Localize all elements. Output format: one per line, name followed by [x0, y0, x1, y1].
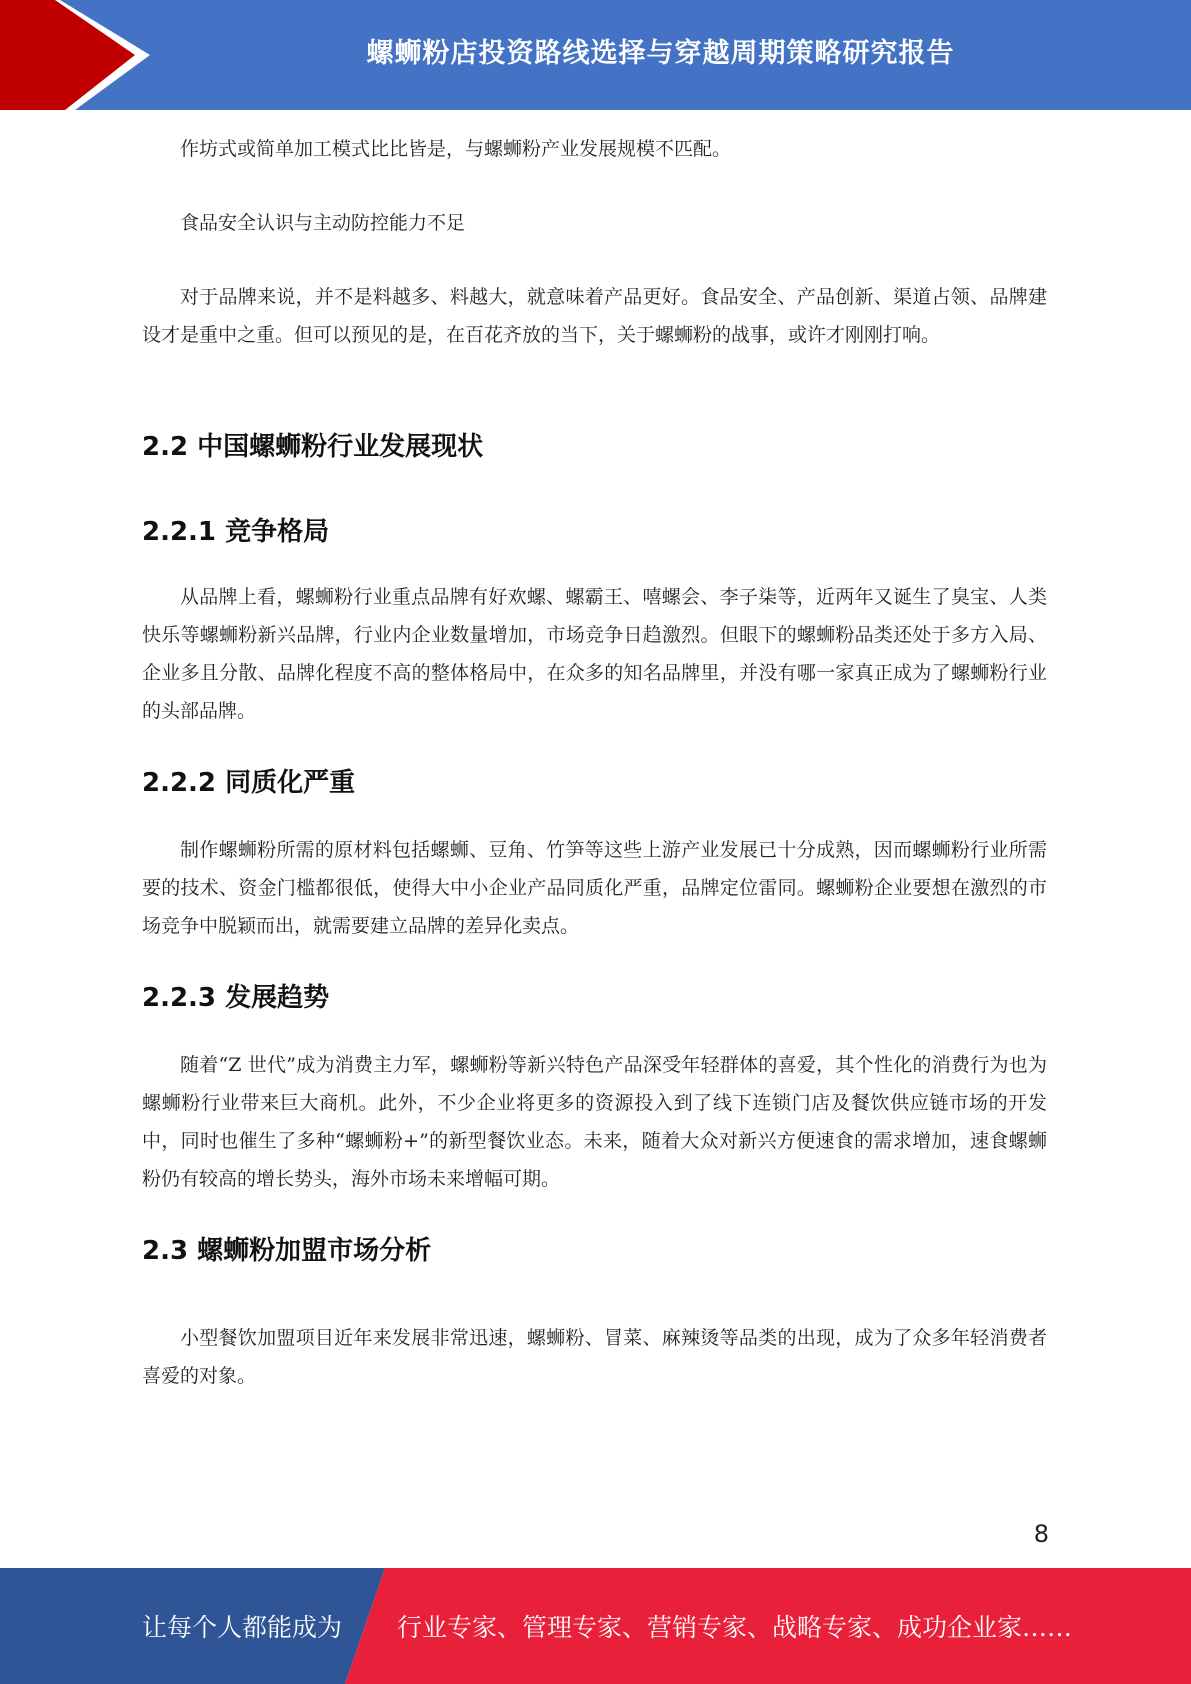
paragraph: 制作螺蛳粉所需的原材料包括螺蛳、豆角、竹笋等这些上游产业发展已十分成熟，因而螺蛳粉行业所需要的技术、资金门槛都很低，使得大中小企业产品同质化严重，品牌定位雷同。螺蛳粉企业要想在激烈的市场竞争中脱颖而出，就需要建立品牌的差异化卖点。 — [142, 839, 1047, 937]
page-number: 8 — [1033, 1520, 1049, 1548]
paragraph: 从品牌上看，螺蛳粉行业重点品牌有好欢螺、螺霸王、嘻螺会、李子柒等，近两年又诞生了臭宝、人类快乐等螺蛳粉新兴品牌，行业内企业数量增加，市场竞争日趋激烈。但眼下的螺蛳粉品类还处于多方入局、企业多且分散、品牌化程度不高的整体格局中，在众多的知名品牌里，并没有哪一家真正成为了螺蛳粉行业的头部品牌。 — [142, 586, 1047, 722]
paragraph: 作坊式或简单加工模式比比皆是，与螺蛳粉产业发展规模不匹配。 — [180, 138, 732, 160]
page-footer — [0, 1568, 1191, 1684]
document-body — [142, 130, 1047, 1395]
header-title: 螺蛳粉店投资路线选择与穿越周期策略研究报告 — [366, 37, 955, 69]
section-heading-2-2: 2.2 中国螺蛳粉行业发展现状 — [142, 432, 484, 462]
paragraph-subheading: 食品安全认识与主动防控能力不足 — [180, 212, 466, 234]
section-heading-2-2-2: 2.2.2 同质化严重 — [142, 768, 356, 798]
paragraph: 小型餐饮加盟项目近年来发展非常迅速，螺蛳粉、冒菜、麻辣烫等品类的出现，成为了众多年轻消费者喜爱的对象。 — [142, 1327, 1047, 1387]
section-heading-2-2-1: 2.2.1 竞争格局 — [142, 517, 330, 547]
paragraph: 随着“Z 世代”成为消费主力军，螺蛳粉等新兴特色产品深受年轻群体的喜爱，其个性化的消费行为也为螺蛳粉行业带来巨大商机。此外，不少企业将更多的资源投入到了线下连锁门店及餐饮供应链市场的开发中，同时也催生了多种“螺蛳粉+”的新型餐饮业态。未来，随着大众对新兴方便速食的需求增加，速食螺蛳粉仍有较高的增长势头，海外市场未来增幅可期。 — [142, 1054, 1047, 1190]
paragraph: 对于品牌来说，并不是料越多、料越大，就意味着产品更好。食品安全、产品创新、渠道占领、品牌建设才是重中之重。但可以预见的是，在百花齐放的当下，关于螺蛳粉的战事，或许才刚刚打响。 — [142, 286, 1047, 346]
section-heading-2-2-3: 2.2.3 发展趋势 — [142, 983, 330, 1013]
page-header — [0, 0, 1191, 110]
footer-slogan-left: 让每个人都能成为 — [142, 1613, 343, 1642]
section-heading-2-3: 2.3 螺蛳粉加盟市场分析 — [142, 1236, 432, 1266]
footer-slogan-right: 行业专家、管理专家、营销专家、战略专家、成功企业家…… — [397, 1613, 1073, 1642]
